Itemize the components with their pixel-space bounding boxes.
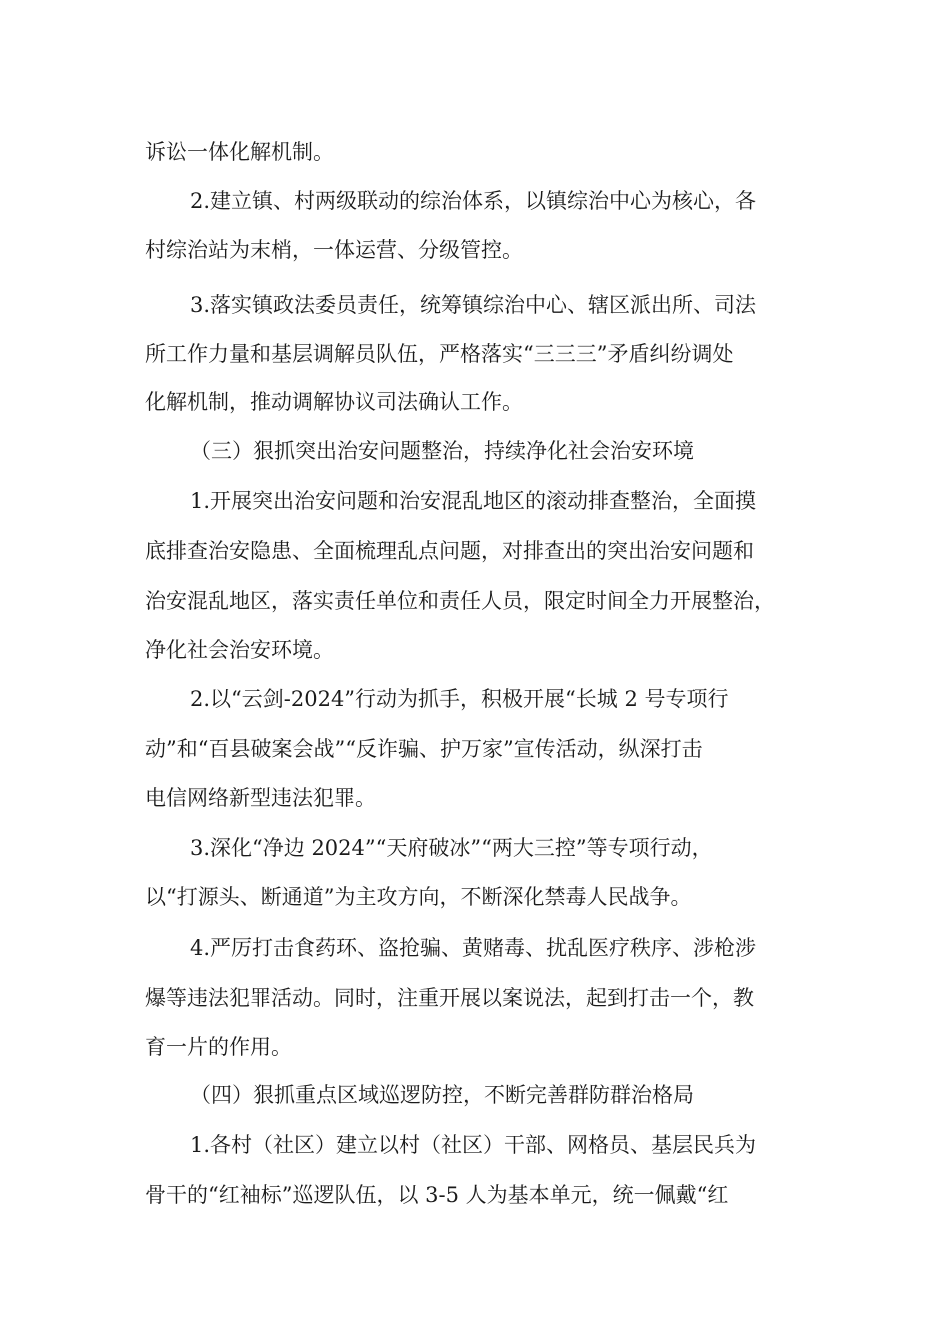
text-line: 育一片的作用。 <box>145 1035 292 1059</box>
text-line: 动”和“百县破案会战”“反诈骗、护万家”宣传活动，纵深打击 <box>145 737 703 761</box>
text-line: 2.以“云剑-2024”行动为抓手，积极开展“长城 2 号专项行 <box>190 687 729 711</box>
text-line: 以“打源头、断通道”为主攻方向，不断深化禁毒人民战争。 <box>145 885 692 909</box>
text-line: 电信网络新型违法犯罪。 <box>145 786 376 810</box>
section-heading: （三）狠抓突出治安问题整治，持续净化社会治安环境 <box>190 439 694 463</box>
text-line: 4.严厉打击食药环、盗抢骗、黄赌毒、扰乱医疗秩序、涉枪涉 <box>190 936 757 960</box>
text-line: 村综治站为末梢，一体运营、分级管控。 <box>145 238 523 262</box>
text-line: 3.深化“净边 2024”“天府破冰”“两大三控”等专项行动， <box>190 836 713 860</box>
text-line: 化解机制，推动调解协议司法确认工作。 <box>145 390 523 414</box>
section-heading: （四）狠抓重点区域巡逻防控，不断完善群防群治格局 <box>190 1083 694 1107</box>
text-line: 所工作力量和基层调解员队伍，严格落实“三三三”矛盾纠纷调处 <box>145 342 734 366</box>
text-line: 1.各村（社区）建立以村（社区）干部、网格员、基层民兵为 <box>190 1133 757 1157</box>
text-line: 诉讼一体化解机制。 <box>145 140 334 164</box>
text-line: 底排查治安隐患、全面梳理乱点问题，对排查出的突出治安问题和 <box>145 539 754 563</box>
text-line: 3.落实镇政法委员责任，统筹镇综治中心、辖区派出所、司法 <box>190 293 757 317</box>
text-line: 治安混乱地区，落实责任单位和责任人员，限定时间全力开展整治， <box>145 589 775 613</box>
text-line: 1.开展突出治安问题和治安混乱地区的滚动排查整治，全面摸 <box>190 489 757 513</box>
text-line: 2.建立镇、村两级联动的综治体系，以镇综治中心为核心，各 <box>190 189 757 213</box>
text-line: 净化社会治安环境。 <box>145 638 334 662</box>
text-line: 骨干的“红袖标”巡逻队伍，以 3-5 人为基本单元，统一佩戴“红 <box>145 1183 729 1207</box>
text-line: 爆等违法犯罪活动。同时，注重开展以案说法，起到打击一个，教 <box>145 986 754 1010</box>
